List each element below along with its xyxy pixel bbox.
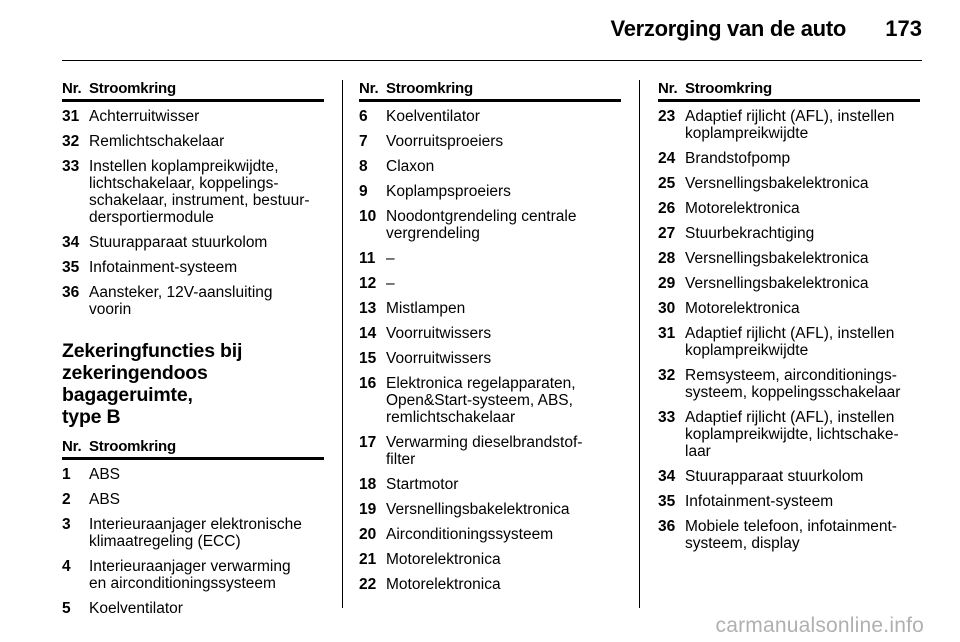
fuse-number: 31	[62, 108, 80, 125]
fuse-number: 36	[62, 284, 80, 301]
page-title: Verzorging van de auto	[610, 16, 846, 41]
fuse-number: 21	[359, 551, 377, 568]
fuse-row	[359, 158, 621, 175]
fuse-number: 19	[359, 501, 377, 518]
fuse-circuit-line: Open&Start-systeem, ABS,	[386, 392, 573, 409]
fuse-number: 9	[359, 183, 368, 200]
fuse-circuit	[685, 518, 920, 552]
fuse-circuit-line: Stuurapparaat stuurkolom	[685, 468, 864, 485]
fuse-circuit-line: ABS	[89, 491, 121, 508]
fuse-table-2	[62, 466, 324, 617]
fuse-row	[658, 325, 920, 359]
fuse-number: 33	[658, 409, 676, 426]
fuse-circuit-line: Elektronica regelapparaten,	[386, 375, 576, 392]
fuse-circuit	[386, 375, 621, 426]
fuse-row	[658, 250, 920, 267]
fuse-row	[62, 516, 324, 550]
fuse-row	[359, 350, 621, 367]
fuse-circuit	[685, 409, 920, 460]
fuse-row	[62, 466, 324, 483]
fuse-number: 7	[359, 133, 368, 150]
fuse-circuit-line: Koelventilator	[89, 600, 183, 617]
fuse-circuit-line: Interieuraanjager verwarming	[89, 558, 291, 575]
fuse-number: 25	[658, 175, 676, 192]
fuse-circuit	[685, 250, 920, 267]
column-1	[62, 80, 324, 625]
fuse-row	[658, 409, 920, 460]
fuse-circuit-line: systeem, koppelingsschakelaar	[685, 384, 901, 401]
fuse-number: 32	[62, 133, 80, 150]
fuse-circuit-line: schakelaar, instrument, bestuur-	[89, 192, 310, 209]
fuse-circuit	[685, 175, 920, 192]
fuse-circuit-line: systeem, display	[685, 535, 800, 552]
fuse-number: 5	[62, 600, 71, 617]
fuse-circuit-line: Noodontgrendeling centrale	[386, 208, 577, 225]
table-header	[62, 80, 324, 102]
header-circuit: Stroomkring	[685, 80, 772, 97]
fuse-circuit	[386, 300, 621, 317]
fuse-table-1	[62, 108, 324, 318]
fuse-number: 34	[658, 468, 676, 485]
fuse-circuit-line: Adaptief rijlicht (AFL), instellen	[685, 108, 895, 125]
fuse-circuit	[89, 491, 324, 508]
fuse-circuit	[89, 600, 324, 617]
fuse-row	[62, 491, 324, 508]
fuse-number: 13	[359, 300, 377, 317]
fuse-circuit-line: Motorelektronica	[685, 200, 800, 217]
fuse-number: 1	[62, 466, 71, 483]
header-circuit: Stroomkring	[89, 438, 176, 455]
fuse-row	[359, 576, 621, 593]
fuse-circuit-line: Remsysteem, airconditionings-	[685, 367, 897, 384]
fuse-circuit-line: Voorruitsproeiers	[386, 133, 504, 150]
fuse-row	[658, 518, 920, 552]
column-divider-2	[639, 80, 640, 608]
fuse-circuit-line: Mobiele telefoon, infotainment-	[685, 518, 897, 535]
fuse-number: 10	[359, 208, 377, 225]
header-rule	[62, 60, 922, 61]
fuse-number: 34	[62, 234, 80, 251]
fuse-circuit-line: Achterruitwisser	[89, 108, 200, 125]
fuse-row	[658, 150, 920, 167]
fuse-circuit-line: Motorelektronica	[386, 576, 501, 593]
fuse-circuit	[386, 108, 621, 125]
fuse-row	[62, 108, 324, 125]
fuse-circuit	[386, 501, 621, 518]
fuse-circuit-line: Brandstofpomp	[685, 150, 791, 167]
watermark: carmanualsonline.info	[715, 614, 924, 637]
fuse-circuit	[386, 434, 621, 468]
fuse-row	[359, 250, 621, 267]
fuse-circuit-line: Interieuraanjager elektronische	[89, 516, 302, 533]
fuse-number: 4	[62, 558, 71, 575]
fuse-circuit	[685, 108, 920, 142]
fuse-number: 30	[658, 300, 676, 317]
fuse-circuit	[685, 325, 920, 359]
fuse-row	[658, 108, 920, 142]
fuse-circuit-line: Stuurbekrachtiging	[685, 225, 815, 242]
fuse-row	[658, 175, 920, 192]
fuse-circuit	[89, 558, 324, 592]
fuse-circuit-line: Verwarming dieselbrandstof-	[386, 434, 583, 451]
fuse-circuit-line: Remlichtschakelaar	[89, 133, 225, 150]
fuse-number: 11	[359, 250, 376, 267]
fuse-circuit-line: Airconditioningssysteem	[386, 526, 554, 543]
fuse-circuit	[89, 516, 324, 550]
column-divider-1	[342, 80, 343, 608]
fuse-number: 16	[359, 375, 377, 392]
fuse-number: 15	[359, 350, 377, 367]
section-heading-line: Zekeringfuncties bij	[62, 340, 243, 362]
fuse-number: 35	[62, 259, 80, 276]
fuse-circuit-line: klimaatregeling (ECC)	[89, 533, 241, 550]
fuse-row	[658, 200, 920, 217]
fuse-row	[62, 558, 324, 592]
fuse-circuit-line: Aansteker, 12V-aansluiting	[89, 284, 273, 301]
fuse-row	[658, 493, 920, 510]
fuse-circuit	[386, 576, 621, 593]
fuse-number: 14	[359, 325, 377, 342]
fuse-number: 26	[658, 200, 676, 217]
fuse-circuit	[685, 225, 920, 242]
table-header	[62, 438, 324, 460]
fuse-row	[359, 526, 621, 543]
fuse-row	[359, 476, 621, 493]
fuse-circuit-line: Versnellingsbakelektronica	[685, 275, 869, 292]
fuse-row	[359, 275, 621, 292]
header-nr: Nr.	[62, 438, 82, 455]
fuse-circuit-line: Startmotor	[386, 476, 459, 493]
fuse-circuit-line: Koplampsproeiers	[386, 183, 511, 200]
fuse-row	[62, 158, 324, 226]
fuse-circuit-line: dersportiermodule	[89, 209, 214, 226]
section-heading-line: type B	[62, 406, 121, 428]
column-2	[359, 80, 621, 601]
fuse-row	[62, 284, 324, 318]
fuse-row	[62, 234, 324, 251]
fuse-circuit	[386, 133, 621, 150]
fuse-circuit-line: ABS	[89, 466, 121, 483]
fuse-circuit-line: Versnellingsbakelektronica	[685, 250, 869, 267]
section-heading	[62, 340, 324, 428]
table-header	[658, 80, 920, 102]
fuse-circuit	[89, 284, 324, 318]
page-number: 173	[885, 16, 922, 41]
fuse-circuit-line: Adaptief rijlicht (AFL), instellen	[685, 409, 895, 426]
fuse-circuit	[685, 200, 920, 217]
fuse-number: 35	[658, 493, 676, 510]
fuse-number: 31	[658, 325, 676, 342]
fuse-row	[658, 275, 920, 292]
fuse-number: 20	[359, 526, 377, 543]
fuse-circuit-line: Motorelektronica	[685, 300, 800, 317]
fuse-circuit	[89, 234, 324, 251]
fuse-circuit-line: Motorelektronica	[386, 551, 501, 568]
fuse-row	[359, 325, 621, 342]
fuse-number: 36	[658, 518, 676, 535]
fuse-row	[359, 375, 621, 426]
fuse-circuit	[685, 275, 920, 292]
fuse-circuit	[685, 300, 920, 317]
fuse-number: 8	[359, 158, 368, 175]
fuse-circuit-line: koplampreikwijdte	[685, 342, 809, 359]
fuse-circuit	[386, 325, 621, 342]
fuse-number: 22	[359, 576, 377, 593]
fuse-row	[359, 551, 621, 568]
fuse-circuit-line: Adaptief rijlicht (AFL), instellen	[685, 325, 895, 342]
fuse-circuit	[386, 250, 621, 267]
fuse-circuit-line: Stuurapparaat stuurkolom	[89, 234, 268, 251]
fuse-circuit-line: vergrendeling	[386, 225, 480, 242]
fuse-circuit	[386, 526, 621, 543]
fuse-circuit-line: Mistlampen	[386, 300, 466, 317]
fuse-number: 27	[658, 225, 676, 242]
fuse-circuit	[386, 476, 621, 493]
fuse-circuit-line: Infotainment-systeem	[685, 493, 834, 510]
fuse-number: 12	[359, 275, 377, 292]
fuse-number: 23	[658, 108, 676, 125]
fuse-number: 29	[658, 275, 676, 292]
fuse-row	[658, 468, 920, 485]
fuse-row	[62, 133, 324, 150]
header-nr: Nr.	[658, 80, 678, 97]
fuse-circuit	[386, 208, 621, 242]
fuse-circuit	[386, 551, 621, 568]
fuse-row	[359, 108, 621, 125]
fuse-circuit	[386, 158, 621, 175]
fuse-circuit-line: Instellen koplampreikwijdte,	[89, 158, 279, 175]
fuse-row	[359, 501, 621, 518]
fuse-row	[62, 600, 324, 617]
fuse-circuit	[386, 183, 621, 200]
fuse-row	[359, 300, 621, 317]
fuse-circuit	[685, 493, 920, 510]
fuse-number: 24	[658, 150, 676, 167]
fuse-circuit	[89, 259, 324, 276]
fuse-row	[62, 259, 324, 276]
fuse-table-3	[359, 108, 621, 593]
fuse-row	[359, 208, 621, 242]
fuse-circuit	[386, 275, 621, 292]
fuse-row	[359, 434, 621, 468]
fuse-circuit-line: –	[386, 250, 395, 267]
fuse-circuit	[89, 133, 324, 150]
fuse-circuit-line: Versnellingsbakelektronica	[685, 175, 869, 192]
table-header	[359, 80, 621, 102]
fuse-circuit-line: Infotainment-systeem	[89, 259, 238, 276]
fuse-circuit	[386, 350, 621, 367]
header-nr: Nr.	[359, 80, 379, 97]
fuse-circuit-line: Versnellingsbakelektronica	[386, 501, 570, 518]
fuse-circuit-line: lichtschakelaar, koppelings-	[89, 175, 279, 192]
fuse-number: 17	[359, 434, 377, 451]
fuse-circuit-line: –	[386, 275, 395, 292]
fuse-number: 3	[62, 516, 71, 533]
fuse-circuit-line: remlichtschakelaar	[386, 409, 516, 426]
header-circuit: Stroomkring	[89, 80, 176, 97]
fuse-circuit-line: voorin	[89, 301, 132, 318]
header-nr: Nr.	[62, 80, 82, 97]
section-heading-line: zekeringendoos bagageruimte,	[62, 362, 208, 406]
header-circuit: Stroomkring	[386, 80, 473, 97]
fuse-number: 32	[658, 367, 676, 384]
fuse-circuit	[89, 466, 324, 483]
fuse-row	[658, 367, 920, 401]
fuse-circuit	[89, 158, 324, 226]
fuse-number: 2	[62, 491, 71, 508]
column-3	[658, 80, 920, 560]
fuse-circuit-line: koplampreikwijdte, lichtschake-	[685, 426, 899, 443]
fuse-number: 28	[658, 250, 676, 267]
page-header	[0, 0, 960, 62]
fuse-circuit-line: Voorruitwissers	[386, 350, 492, 367]
fuse-circuit-line: Koelventilator	[386, 108, 480, 125]
fuse-row	[359, 183, 621, 200]
fuse-circuit-line: filter	[386, 451, 416, 468]
fuse-circuit-line: koplampreikwijdte	[685, 125, 809, 142]
fuse-row	[658, 300, 920, 317]
fuse-circuit-line: Voorruitwissers	[386, 325, 492, 342]
fuse-circuit	[685, 150, 920, 167]
fuse-number: 33	[62, 158, 80, 175]
fuse-circuit-line: Claxon	[386, 158, 435, 175]
fuse-circuit-line: en airconditioningssysteem	[89, 575, 276, 592]
fuse-circuit	[685, 468, 920, 485]
fuse-circuit-line: laar	[685, 443, 711, 460]
fuse-table-4	[658, 108, 920, 552]
fuse-number: 6	[359, 108, 368, 125]
fuse-number: 18	[359, 476, 377, 493]
fuse-row	[359, 133, 621, 150]
fuse-circuit	[685, 367, 920, 401]
fuse-row	[658, 225, 920, 242]
fuse-circuit	[89, 108, 324, 125]
